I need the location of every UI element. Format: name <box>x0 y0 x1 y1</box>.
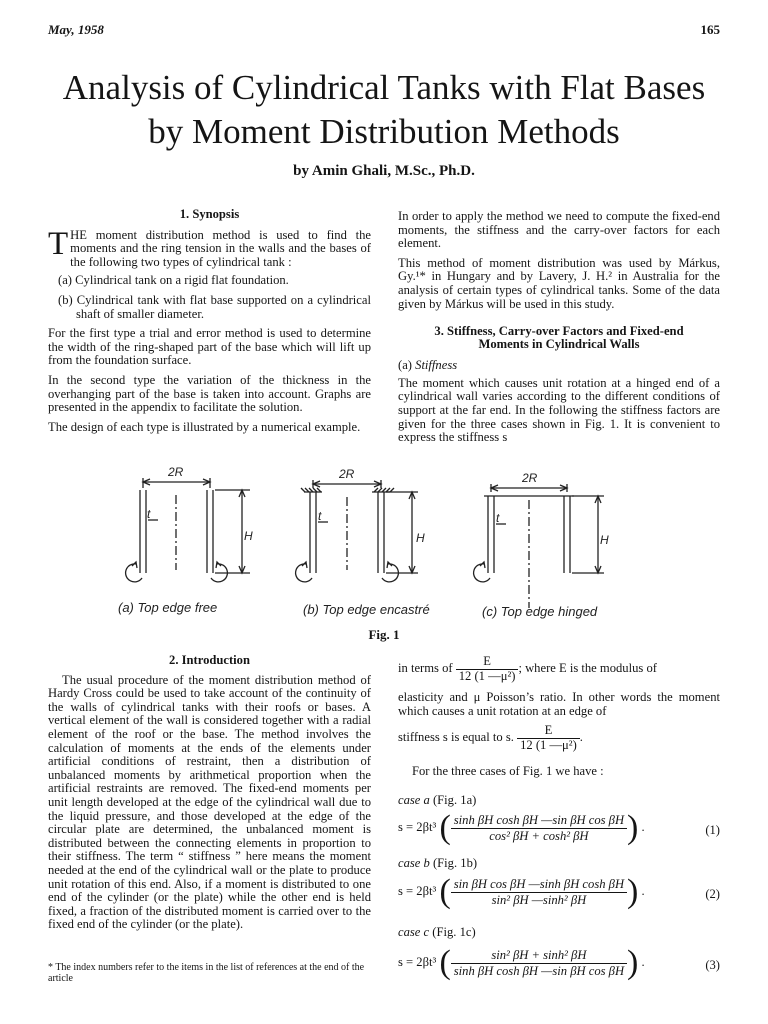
fig-b-dim-t: t <box>318 509 322 523</box>
method-paragraph-2: This method of moment distribution was used by Márkus, Gy.¹* in Hungary and by Lavery, J. H.² in Australia for the analysis of certain types of cylindrical tanks. Some of the data given by Márkus will be used in this study. <box>398 255 720 311</box>
fig-a-dim-2r: 2R <box>168 465 184 479</box>
journal-date: May, 1958 <box>48 22 104 37</box>
fig-c-dim-2r: 2R <box>522 471 538 485</box>
author-line: by Amin Ghali, M.Sc., Ph.D. <box>293 163 475 179</box>
fig-b-dim-2r: 2R <box>339 467 355 481</box>
page-number: 165 <box>700 22 720 37</box>
synopsis-item-b: (b) Cylindrical tank with flat base supported on a cylindrical shaft of smaller diameter. <box>58 292 371 321</box>
fig-a-dim-t: t <box>147 507 151 521</box>
equation-3-number: (3) <box>705 958 720 972</box>
fig-b-caption: (b) Top edge encastré <box>303 602 430 617</box>
stiffness-terms-line: in terms of $\frac{E}{\text{12 (1 —μ²)}}$ ; where E is the modulus of <box>398 654 657 683</box>
introduction-heading: 2. Introduction <box>169 653 250 667</box>
equation-2-number: (2) <box>705 887 720 901</box>
right-column-top <box>398 210 720 451</box>
stiffness-equals-line: stiffness s is equal to s. $\frac{E}{\text{12 (1 —μ²)}}$ . <box>398 723 583 752</box>
footnote: * The index numbers refer to the items in the list of references at the end of the article <box>48 962 365 984</box>
three-cases-line: For the three cases of Fig. 1 we have : <box>412 763 604 778</box>
figure-1-drawing <box>0 460 768 625</box>
case-b-label: case b (Fig. 1b) <box>398 856 478 870</box>
fig-a-dim-h: H <box>244 529 253 543</box>
fig-b-tank <box>296 480 418 582</box>
equation-1-number: (1) <box>705 823 720 837</box>
synopsis-paragraph-1: THE moment distribution method is used to find the moments and the ring tension in the walls and the bases of the following two types of cylindrical tank : <box>48 225 371 269</box>
e-over-12-fraction: $\frac{E}{\text{12 (1 —μ²)}}$ <box>456 655 519 683</box>
stiffness-subheading: (a) Stiffness <box>398 358 458 373</box>
title-line-1: Analysis of Cylindrical Tanks with Flat Bases <box>62 68 706 107</box>
synopsis-item-a: (a) Cylindrical tank on a rigid flat foundation. <box>58 273 289 288</box>
drop-cap-rest: HE <box>70 227 87 242</box>
introduction-paragraph: The usual procedure of the moment distribution method of Hardy Cross could be used to take account of the continuity of the walls of cylindrical tanks with their roofs or bases. A vertical element of the wall is considered together with a radial element of the roof or the base. The method involves the calculation of moments at the ends of the elements under artificial conditions of restraint, then a distribution of unbalanced moments by arithmetical proportion when the artificial restraints are removed. The fixed-end moments per unit length developed at the edge of the cylindrical wall due to the liquid pressure, and those developed at the edge of the circular plate are determined, the unbalanced moment is distributed between the connecting elements in proportion to their stiffness. The term “ stiffness ” here means the moment needed at the end of the cylindrical wall or the plate to produce unit rotation of this end. Also, if a moment is distributed to one end of the cylinder (or the plate) while the other end is held fixed, a fraction of the distributed moment is carried over to the fixed end of the cylinder (or the plate). <box>48 672 371 932</box>
case-a-label: case a (Fig. 1a) <box>398 793 477 807</box>
case-c-label: case c (Fig. 1c) <box>398 925 476 939</box>
stiffness-fraction: $\frac{E}{\text{12 (1 —μ²)}}$ <box>517 724 580 752</box>
fig-c-tank <box>474 484 604 608</box>
equation-2: s = 2βt³ ( $\frac{\text{sin βH cos βH —sinh βH cosh βH}}{\text{sin² βH —sinh² βH}}$ ) . (2) <box>398 873 720 910</box>
equation-1: s = 2βt³ ( $\frac{\text{sinh βH cosh βH —sin βH cos βH}}{\text{cos² βH + cosh² βH}}$ ) . (1) <box>398 809 720 846</box>
method-paragraph-1: In order to apply the method we need to compute the fixed-end moments, the stiffness and the carry-over factors for each element. <box>398 209 720 251</box>
fig-a-caption: (a) Top edge free <box>118 600 218 615</box>
stiffness-paragraph: The moment which causes unit rotation at a hinged end of a cylindrical wall varies according to the different conditions of support at the far end. In the following the stiffness factors are given for the three cases shown in Fig. 1. It is convenient to express the stiffness s <box>398 375 720 445</box>
fig-b-dim-h: H <box>416 531 425 545</box>
figure-label: Fig. 1 <box>368 627 400 642</box>
synopsis-section <box>48 208 371 440</box>
right-column-bottom <box>398 655 720 784</box>
fig-c-caption: (c) Top edge hinged <box>482 604 598 619</box>
article-title <box>20 66 748 154</box>
synopsis-paragraph-2: For the first type a trial and error method is used to determine the width of the ring-shaped part of the base which will lift up from the foundation surface. <box>48 326 371 368</box>
fig-c-dim-h: H <box>600 533 609 547</box>
equation-3: s = 2βt³ ( $\frac{\text{sin² βH + sinh² βH}}{\text{sinh βH cosh βH —sin βH cos βH}}$ ) . (3) <box>398 944 720 981</box>
introduction-section <box>48 654 371 938</box>
stiffness-section-heading: 3. Stiffness, Carry-over Factors and Fixed-end Moments in Cylindrical Walls <box>434 324 684 352</box>
fig-a-tank <box>126 478 250 582</box>
synopsis-paragraph-4: The design of each type is illustrated by a numerical example. <box>48 419 361 434</box>
fig-c-dim-t: t <box>496 511 500 525</box>
drop-cap: T <box>48 225 69 262</box>
synopsis-paragraph-3: In the second type the variation of the thickness in the overhanging part of the base is taken into account. Graphs are presented in the appendix to facilitate the solution. <box>48 372 371 415</box>
elasticity-paragraph: elasticity and μ Poisson’s ratio. In other words the moment which causes a unit rotation at an edge of <box>398 690 720 718</box>
synopsis-heading: 1. Synopsis <box>179 207 240 221</box>
title-line-2: by Moment Distribution Methods <box>148 112 620 151</box>
